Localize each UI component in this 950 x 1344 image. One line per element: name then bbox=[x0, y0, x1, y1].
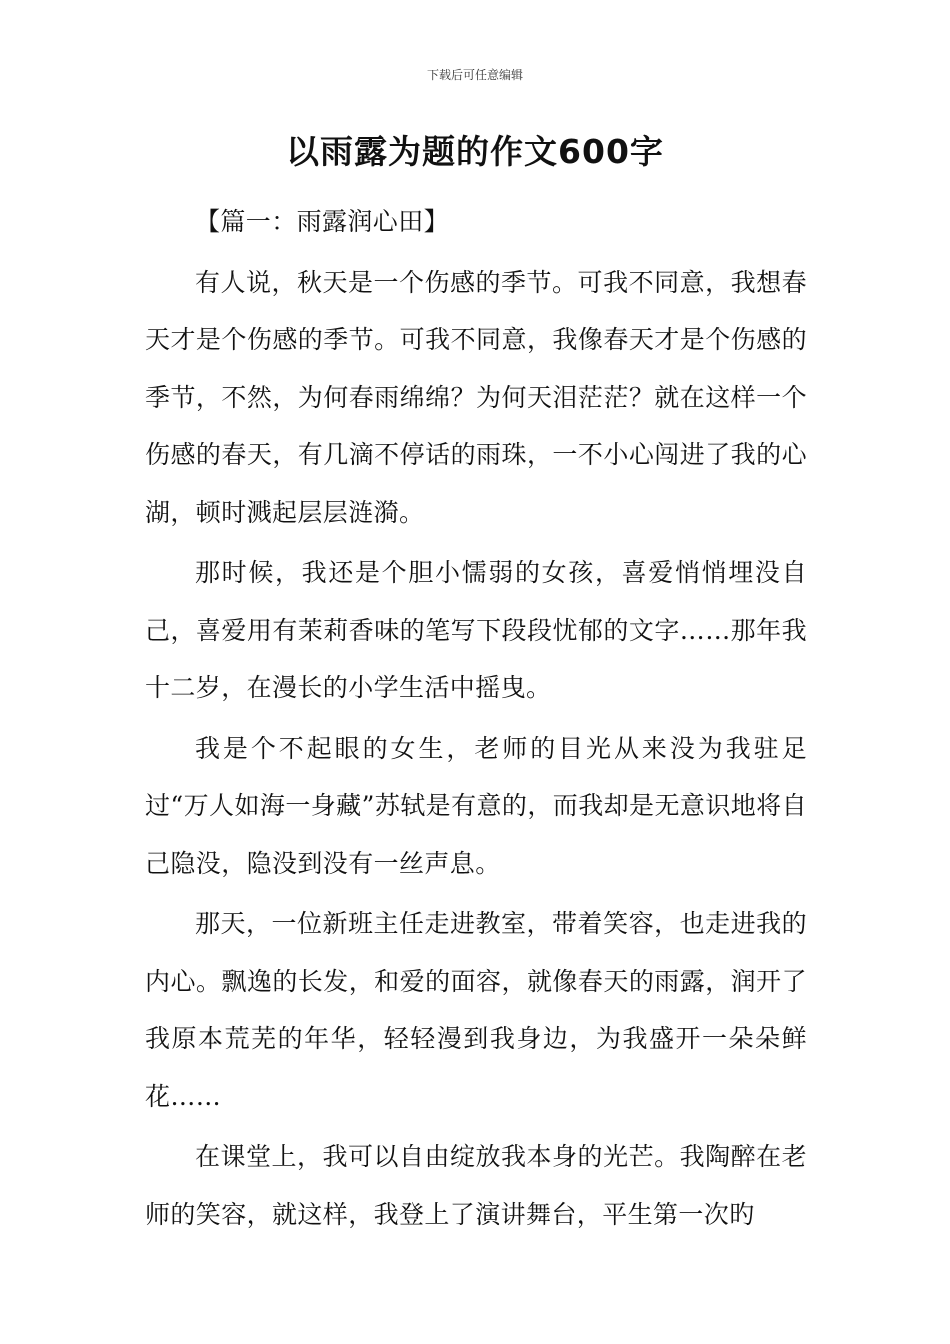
paragraph-3: 我是个不起眼的女生，老师的目光从来没为我驻足过“万人如海一身藏”苏轼是有意的，而我却是无意识地将自己隐没，隐没到没有一丝声息。 bbox=[145, 733, 807, 878]
section-heading: 【篇一：雨露润心田】 bbox=[195, 207, 450, 236]
document-body bbox=[145, 193, 807, 1246]
paragraph-1: 有人说，秋天是一个伤感的季节。可我不同意，我想春天才是个伤感的季节。可我不同意，我像春天才是个伤感的季节，不然，为何春雨绵绵？为何天泪茫茫？就在这样一个伤感的春天，有几滴不停话的雨珠，一不小心闯进了我的心湖，顿时溅起层层涟漪。 bbox=[145, 267, 807, 527]
paragraph-4: 那天，一位新班主任走进教室，带着笑容，也走进我的内心。飘逸的长发，和爱的面容，就像春天的雨露，润开了我原本荒芜的年华，轻轻漫到我身边，为我盛开一朵朵鲜花…… bbox=[145, 909, 807, 1111]
paragraph-2: 那时候，我还是个胆小懦弱的女孩，喜爱悄悄埋没自己，喜爱用有茉莉香味的笔写下段段忧郁的文字……那年我十二岁，在漫长的小学生活中摇曳。 bbox=[145, 558, 807, 702]
header-note: 下载后可任意编辑 bbox=[426, 68, 523, 82]
paragraph-5: 在课堂上，我可以自由绽放我本身的光芒。我陶醉在老师的笑容，就这样，我登上了演讲舞台，平生第一次旳 bbox=[145, 1142, 807, 1229]
document-title: 以雨露为题的作文600字 bbox=[286, 132, 664, 171]
